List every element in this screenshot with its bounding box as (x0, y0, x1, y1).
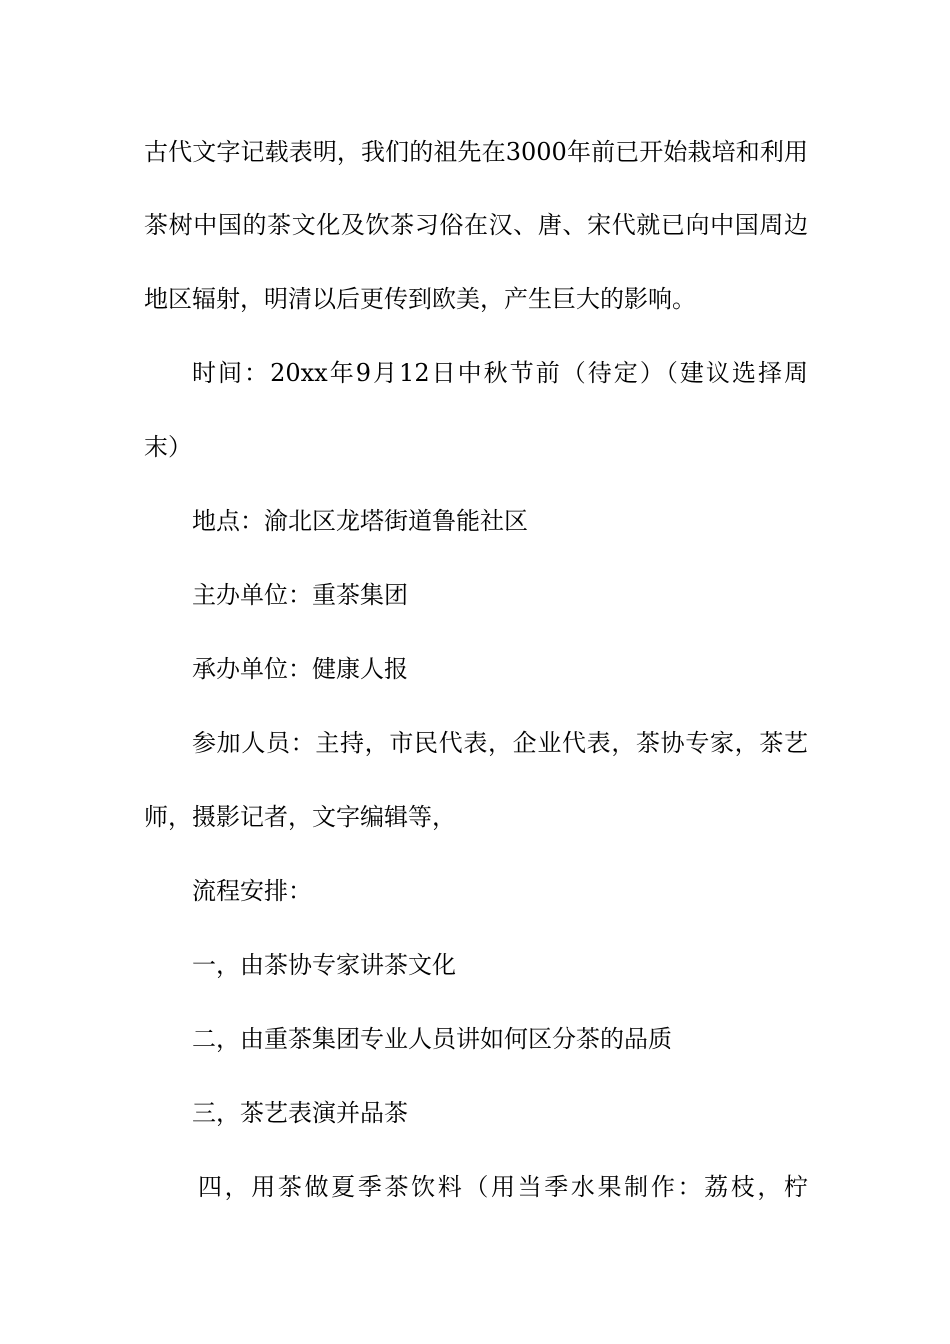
event-time-line: 末） (144, 433, 192, 461)
schedule-item: 三，茶艺表演并品茶 (192, 1099, 408, 1127)
event-time-line: 时间：20xx年9月12日中秋节前（待定）（建议选择周 (192, 359, 808, 387)
paragraph-line: 古代文字记载表明，我们的祖先在3000年前已开始栽培和利用 (144, 138, 808, 166)
schedule-heading: 流程安排： (192, 877, 312, 905)
event-location: 地点：渝北区龙塔街道鲁能社区 (192, 507, 528, 535)
event-participants: 参加人员：主持，市民代表，企业代表，茶协专家，茶艺 (192, 729, 808, 757)
schedule-item: 二，由重茶集团专业人员讲如何区分茶的品质 (192, 1025, 672, 1053)
paragraph-line: 地区辐射，明清以后更传到欧美，产生巨大的影响。 (144, 285, 696, 313)
event-organizer: 承办单位：健康人报 (192, 655, 408, 683)
event-host: 主办单位：重茶集团 (192, 581, 408, 609)
schedule-item: 一，由茶协专家讲茶文化 (192, 951, 456, 979)
paragraph-line: 茶树中国的茶文化及饮茶习俗在汉、唐、宋代就已向中国周边 (144, 211, 808, 239)
event-participants: 师，摄影记者，文字编辑等， (144, 803, 456, 831)
schedule-item: 四，用茶做夏季茶饮料（用当季水果制作：荔枝，柠 (198, 1173, 808, 1201)
